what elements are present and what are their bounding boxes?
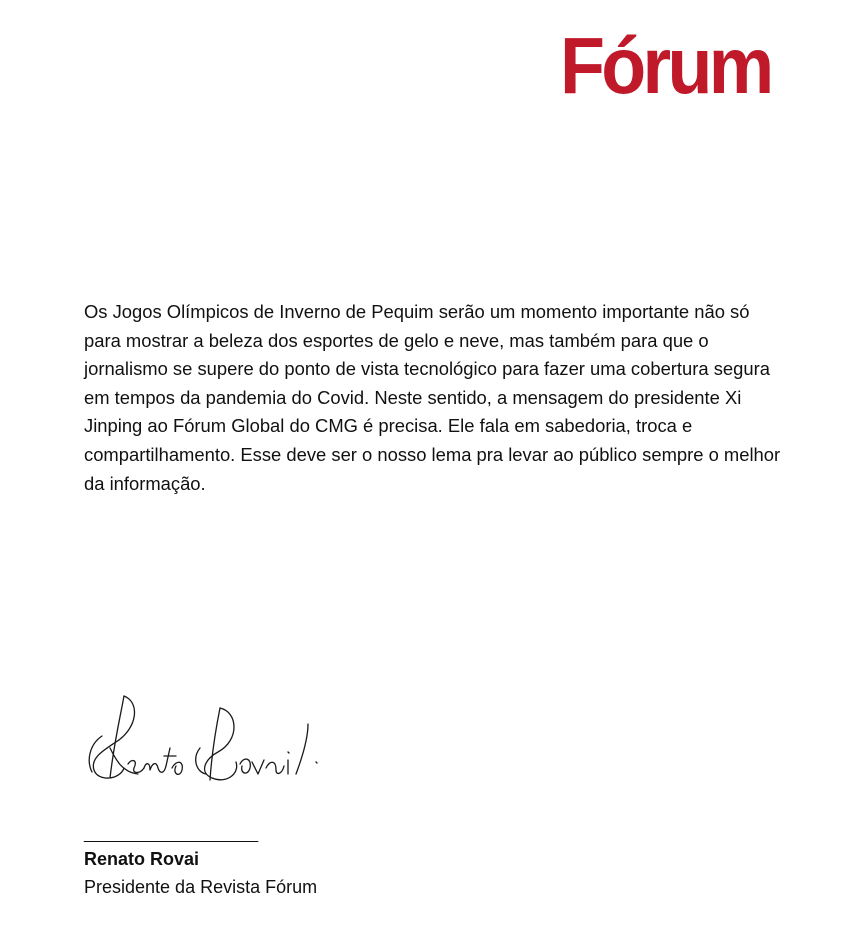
letter-body: Os Jogos Olímpicos de Inverno de Pequim serão um momento importante não só para mostrar a beleza dos esportes de gelo e neve, mas também para que o jornalismo se supere do ponto de vista tecnológico para fazer uma cobertura segura em tempos da pandemia do Covid. Neste sentido, a mensagem do presidente Xi Jinping ao Fórum Global do CMG é precisa. Ele fala em sabedoria, troca e compartilhamento. Esse deve ser o nosso lema pra levar ao público sempre o melhor da informação. xyxy=(84,301,781,494)
signer-name: Renato Rovai xyxy=(84,849,200,869)
signer-title: Presidente da Revista Fórum xyxy=(84,877,318,897)
handwritten-signature xyxy=(80,688,340,788)
signature-line: ____________________ xyxy=(84,826,258,843)
forum-logo xyxy=(560,21,771,110)
logo-text: Fórum xyxy=(560,21,771,110)
